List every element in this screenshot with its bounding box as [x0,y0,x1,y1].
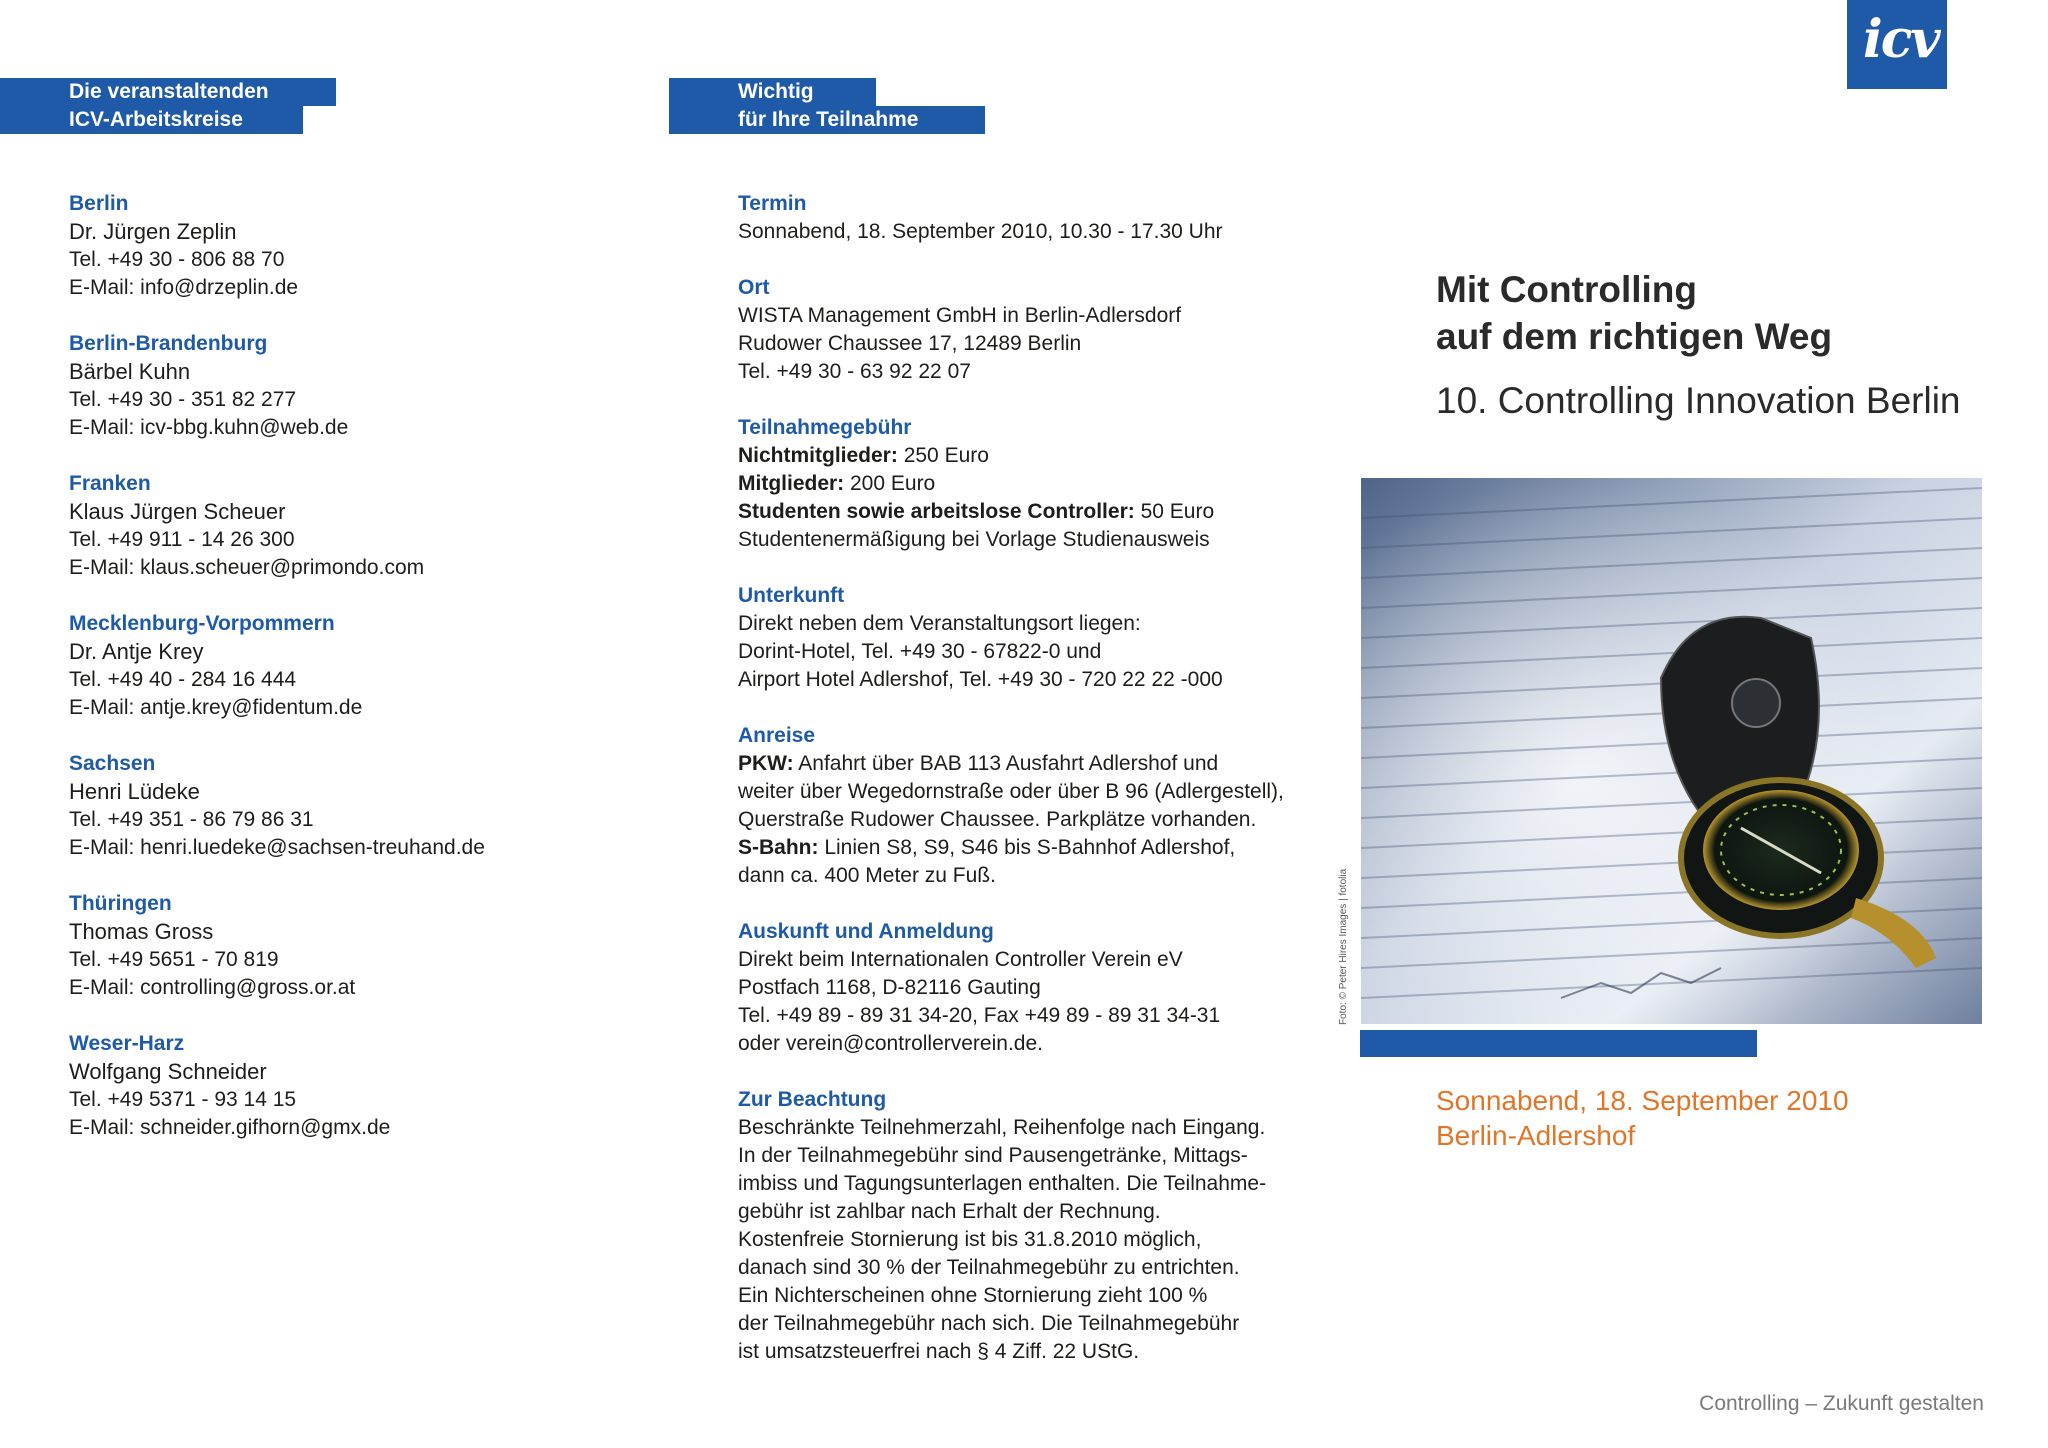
fee-label: Mitglieder: [738,472,845,495]
section-heading: Anreise [738,724,816,747]
unterkunft-line: Direkt neben dem Veranstaltungsort liegen: [738,612,1141,635]
contact-email[interactable]: E-Mail: klaus.scheuer@primondo.com [69,556,425,579]
anreise-line [738,834,1318,862]
header-line1: Wichtig [738,80,814,103]
contact-tel: Tel. +49 5651 - 70 819 [69,948,279,971]
region-label: Weser-Harz [69,1032,185,1055]
section-unterkunft [738,582,1318,694]
anreise-label: S-Bahn: [738,836,819,859]
section-heading: Ort [738,276,770,299]
auskunft-line: Direkt beim Internationalen Controller Verein eV [738,948,1183,971]
section-heading: Unterkunft [738,584,845,607]
unterkunft-line: Dorint-Hotel, Tel. +49 30 - 67822-0 und [738,640,1102,663]
title-line2: auf dem richtigen Weg [1436,316,1833,357]
arbeitskreis-franken [69,470,629,582]
tagline: Controlling – Zukunft gestalten [1699,1392,1984,1415]
compass-on-newspaper-image [1361,478,1982,1024]
contact-email[interactable]: E-Mail: icv-bbg.kuhn@web.de [69,416,349,439]
fee-value: 50 Euro [1134,500,1215,523]
region-label: Berlin-Brandenburg [69,332,268,355]
fee-label: Nichtmitglieder: [738,444,898,467]
ort-line: Tel. +49 30 - 63 92 22 07 [738,360,971,383]
arbeitskreis-mecklenburg-vorpommern [69,610,629,722]
auskunft-line: Postfach 1168, D-82116 Gauting [738,976,1041,999]
fee-line [738,470,1318,498]
header-line2: für Ihre Teilnahme [738,108,919,131]
contact-email[interactable]: E-Mail: info@drzeplin.de [69,276,299,299]
contact-email[interactable]: E-Mail: controlling@gross.or.at [69,976,356,999]
fee-value: 200 Euro [844,472,936,495]
info-column [738,190,1318,1394]
anreise-line: dann ca. 400 Meter zu Fuß. [738,864,996,887]
section-anreise [738,722,1318,890]
beachtung-line: Kostenfreie Stornierung ist bis 31.8.2010 möglich, [738,1228,1202,1251]
contact-name: Klaus Jürgen Scheuer [69,499,286,524]
beachtung-line: der Teilnahmegebühr nach sich. Die Teilnahmegebühr [738,1312,1240,1335]
photo-accent-bar [1360,1030,1757,1057]
contact-name: Dr. Jürgen Zeplin [69,219,237,244]
fee-note: Studentenermäßigung bei Vorlage Studienausweis [738,528,1210,551]
arbeitskreise-list [69,190,629,1170]
fee-label: Studenten sowie arbeitslose Controller: [738,500,1135,523]
date-line: Sonnabend, 18. September 2010 [1436,1085,1849,1116]
header-line1: Die veranstaltenden [69,80,269,103]
contact-tel: Tel. +49 40 - 284 16 444 [69,668,297,691]
arbeitskreis-thueringen [69,890,629,1002]
header-arbeitskreise [0,78,340,134]
cover-title [1436,266,1832,360]
section-teilnahmegebuehr [738,414,1318,554]
beachtung-line: Beschränkte Teilnehmerzahl, Reihenfolge nach Eingang. [738,1116,1266,1139]
region-label: Mecklenburg-Vorpommern [69,612,335,635]
header-line2: ICV-Arbeitskreise [69,108,243,131]
unterkunft-line: Airport Hotel Adlershof, Tel. +49 30 - 720 22 22 -000 [738,668,1223,691]
region-label: Thüringen [69,892,172,915]
contact-email[interactable]: E-Mail: antje.krey@fidentum.de [69,696,363,719]
section-ort [738,274,1318,386]
beachtung-line: danach sind 30 % der Teilnahmegebühr zu entrichten. [738,1256,1240,1279]
contact-tel: Tel. +49 5371 - 93 14 15 [69,1088,297,1111]
logo-text: icv [1863,9,1939,70]
contact-tel: Tel. +49 30 - 806 88 70 [69,248,285,271]
title-line1: Mit Controlling [1436,269,1697,310]
anreise-label: PKW: [738,752,794,775]
location-line: Berlin-Adlershof [1436,1120,1636,1151]
ort-line: Rudower Chaussee 17, 12489 Berlin [738,332,1082,355]
contact-tel: Tel. +49 30 - 351 82 277 [69,388,297,411]
section-heading: Zur Beachtung [738,1088,887,1111]
fee-value: 250 Euro [897,444,989,467]
photo-credit: Foto: © Peter Hires Images | fotolia [1338,868,1349,1025]
anreise-text: Linien S8, S9, S46 bis S-Bahnhof Adlershof, [818,836,1236,859]
ort-line: WISTA Management GmbH in Berlin-Adlersdorf [738,304,1182,327]
anreise-line: weiter über Wegedornstraße oder über B 96 (Adlergestell), [738,780,1284,803]
arbeitskreis-weser-harz [69,1030,629,1142]
arbeitskreis-sachsen [69,750,629,862]
contact-name: Thomas Gross [69,919,214,944]
contact-tel: Tel. +49 351 - 86 79 86 31 [69,808,314,831]
region-label: Franken [69,472,151,495]
beachtung-line: Ein Nichterscheinen ohne Stornierung zieht 100 % [738,1284,1208,1307]
anreise-line [738,750,1318,778]
fee-line [738,498,1318,526]
contact-name: Bärbel Kuhn [69,359,191,384]
auskunft-line[interactable]: oder verein@controllerverein.de. [738,1032,1043,1055]
compass-photo [1361,478,1982,1024]
section-termin [738,190,1318,246]
contact-email[interactable]: E-Mail: henri.luedeke@sachsen-treuhand.de [69,836,485,859]
icv-logo [1847,0,1947,89]
contact-name: Henri Lüdeke [69,779,200,804]
region-label: Berlin [69,192,129,215]
arbeitskreis-berlin-brandenburg [69,330,629,442]
section-heading: Termin [738,192,807,215]
contact-email[interactable]: E-Mail: schneider.gifhorn@gmx.de [69,1116,391,1139]
termin-text: Sonnabend, 18. September 2010, 10.30 - 17.30 Uhr [738,220,1223,243]
anreise-line: Querstraße Rudower Chaussee. Parkplätze vorhanden. [738,808,1257,831]
contact-name: Dr. Antje Krey [69,639,204,664]
beachtung-line: gebühr ist zahlbar nach Erhalt der Rechnung. [738,1200,1161,1223]
section-auskunft [738,918,1318,1058]
event-date [1436,1083,1849,1153]
contact-name: Wolfgang Schneider [69,1059,267,1084]
section-beachtung [738,1086,1318,1366]
auskunft-line: Tel. +49 89 - 89 31 34-20, Fax +49 89 - 89 31 34-31 [738,1004,1221,1027]
header-wichtig [669,78,989,134]
region-label: Sachsen [69,752,156,775]
fee-line [738,442,1318,470]
section-heading: Auskunft und Anmeldung [738,920,994,943]
beachtung-line: In der Teilnahmegebühr sind Pausengetränke, Mittags- [738,1144,1248,1167]
cover-subtitle: 10. Controlling Innovation Berlin [1436,380,1961,421]
anreise-text: Anfahrt über BAB 113 Ausfahrt Adlershof und [793,752,1219,775]
arbeitskreis-berlin [69,190,629,302]
contact-tel: Tel. +49 911 - 14 26 300 [69,528,295,551]
section-heading: Teilnahmegebühr [738,416,912,439]
beachtung-line: ist umsatzsteuerfrei nach § 4 Ziff. 22 UStG. [738,1340,1140,1363]
beachtung-line: imbiss und Tagungsunterlagen enthalten. Die Teilnahme- [738,1172,1267,1195]
